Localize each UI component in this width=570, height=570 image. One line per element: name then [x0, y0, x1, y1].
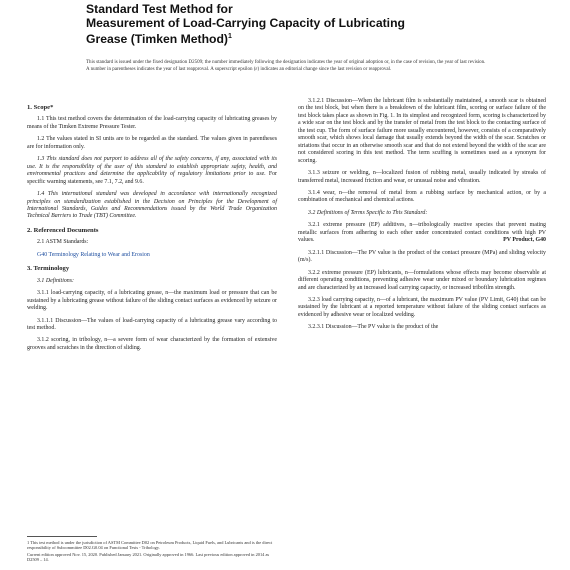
document-title	[86, 2, 486, 46]
paragraph-3-2-2: 3.2.2 extreme pressure (EP) lubricants, n—formulations whose effects may become observable at different operating conditions, preventing adhesive wear under mixed or boundary lubrication regimes and are characterized by an increased load carrying capacity, or increased tribofilm strength.	[298, 269, 546, 291]
paragraph-3-2-1-1: 3.2.1.1 Discussion—The PV value is the product of the contact pressure (MPa) and sliding velocity (m/s).	[298, 249, 546, 264]
paragraph-3-1-1: 3.1.1 load-carrying capacity, of a lubricating grease, n—the maximum load or pressure that can be sustained by a lubricating grease without failure of the sliding contact surfaces as evidenced by seizure or welding.	[27, 290, 277, 312]
paragraph-3-1: 3.1 Definitions:	[37, 277, 74, 284]
section-heading-scope: 1. Scope*	[27, 104, 54, 111]
right-column	[298, 98, 546, 337]
title-line-2: Measurement of Load-Carrying Capacity of Lubricating	[86, 16, 405, 30]
title-line-3: Grease (Timken Method)$^1$	[86, 32, 232, 47]
paragraph-1-4: 1.4 This international standard was developed in accordance with internationally recognized principles on standardization established in the Decision on Principles for the Development of International Standards, Guides and Recommendations issued by the World Trade Organization Technical Barriers to Trade (TBT) Committee.	[27, 191, 277, 220]
paragraph-3-1-4: 3.1.4 wear, n—the removal of metal from a rubbing surface by mechanical action, or by a combination of mechanical and chemical actions.	[298, 189, 546, 204]
paragraph-3-2-1: 3.2.1 extreme pressure (EP) additives, n—tribologically reactive species that prevent mating metallic surfaces from adhering to each other under concentrated contact conditions with high PV values. PV Product, G40	[298, 222, 546, 244]
paragraph-3-2-3-1: 3.2.3.1 Discussion—The PV value is the product of the	[308, 324, 439, 331]
paragraph-2-1: 2.1 ASTM Standards:	[37, 239, 89, 246]
reference-g40[interactable]	[27, 252, 277, 259]
reference-g40-link[interactable]: G40 Terminology Relating to Wear and Erosion	[37, 251, 150, 258]
section-heading-terminology: 3. Terminology	[27, 265, 70, 273]
paragraph-1-3: 1.3 This standard does not purport to address all of the safety concerns, if any, associated with its use. It is the responsibility of the user of this standard to establish appropriate safety, health, and environmental practices and determine the applicability of regulatory limitations prior to use. For specific warning statements, see 7.1, 7.2, and 9.6.	[27, 156, 277, 185]
footnotes	[27, 528, 277, 563]
paragraph-3-1-3: 3.1.3 seizure or welding, n—localized fusion of rubbing metal, usually indicated by streaks of transferred metal, increased friction and wear, or unusual noise and vibration.	[298, 170, 546, 184]
pv-product-reference: PV Product, G40	[503, 237, 546, 244]
paragraph-3-1-2-1: 3.1.2.1 Discussion—When the lubricant film is substantially maintained, a smooth scar is obtained on the test block, but when there is a breakdown of the lubricant film, scoring or surface failure of the test block takes place as shown in Fig. 1. In its simplest and recognized form, scoring is characterized by a wide scar on the test block and by the transfer of metal from the test block to the contacting surface of the test cup. The form of surface failure more usually encountered, however, consists of a comparatively smooth scar, which shows local damage that usually extends beyond the width of the scar. Scratches or striations that occur in an otherwise smooth scar and that do not extend beyond the width of the scar are not considered scoring in this test method. The term scuffing is sometimes used as a synonym for scoring.	[298, 98, 546, 164]
footnote-1: 1 This test method is under the jurisdiction of ASTM Committee D02 on Petroleum Products, Liquid Fuels, and Lubricants and is the direct responsibility of Subcommittee D02.G0.04 on Functional Tests - Tribology.	[27, 540, 273, 551]
footnote-divider	[27, 536, 97, 537]
paragraph-1-1: 1.1 This test method covers the determination of the load-carrying capacity of lubricating greases by means of the Timken Extreme Pressure Tester.	[27, 116, 277, 130]
footnote-2: Current edition approved Nov. 15, 2020. Published January 2021. Originally approved in 1966. Last previous edition approved in 2014 as D2509 – 14.	[27, 551, 270, 562]
title-footnote-mark: 1	[228, 33, 232, 40]
paragraph-3-2: 3.2 Definitions of Terms Specific to This Standard:	[308, 209, 428, 216]
left-column	[27, 98, 277, 357]
paragraph-3-1-2: 3.1.2 scoring, in tribology, n—a severe form of wear characterized by the formation of extensive grooves and scratches in the direction of sliding.	[27, 337, 277, 351]
paragraph-3-1-1-1: 3.1.1.1 Discussion—The values of load-carrying capacity of a lubricating grease vary according to test method.	[27, 317, 277, 331]
paragraph-1-2: 1.2 The values stated in SI units are to be regarded as the standard. The values given in parentheses are for information only.	[27, 136, 277, 150]
paragraph-3-2-3: 3.2.3 load carrying capacity, n—of a lubricant, the maximum PV value (PV Limit, G40) that can be sustained by the lubricant at a reported temperature without failure of the sliding contact surfaces as evidenced by adhesive wear or localized welding.	[298, 296, 546, 318]
title-line-1: Standard Test Method for	[86, 2, 233, 16]
section-heading-referenced-documents: 2. Referenced Documents	[27, 226, 99, 234]
designation-notice: This standard is issued under the fixed designation D2509; the number immediately following the designation indicates the year of original adoption or, in the case of revision, the year of last revision. A number in parentheses indicates the year of last reapproval. A superscript epsilon (ε) indicates an editorial change since the last revision or reapproval.	[86, 60, 486, 72]
